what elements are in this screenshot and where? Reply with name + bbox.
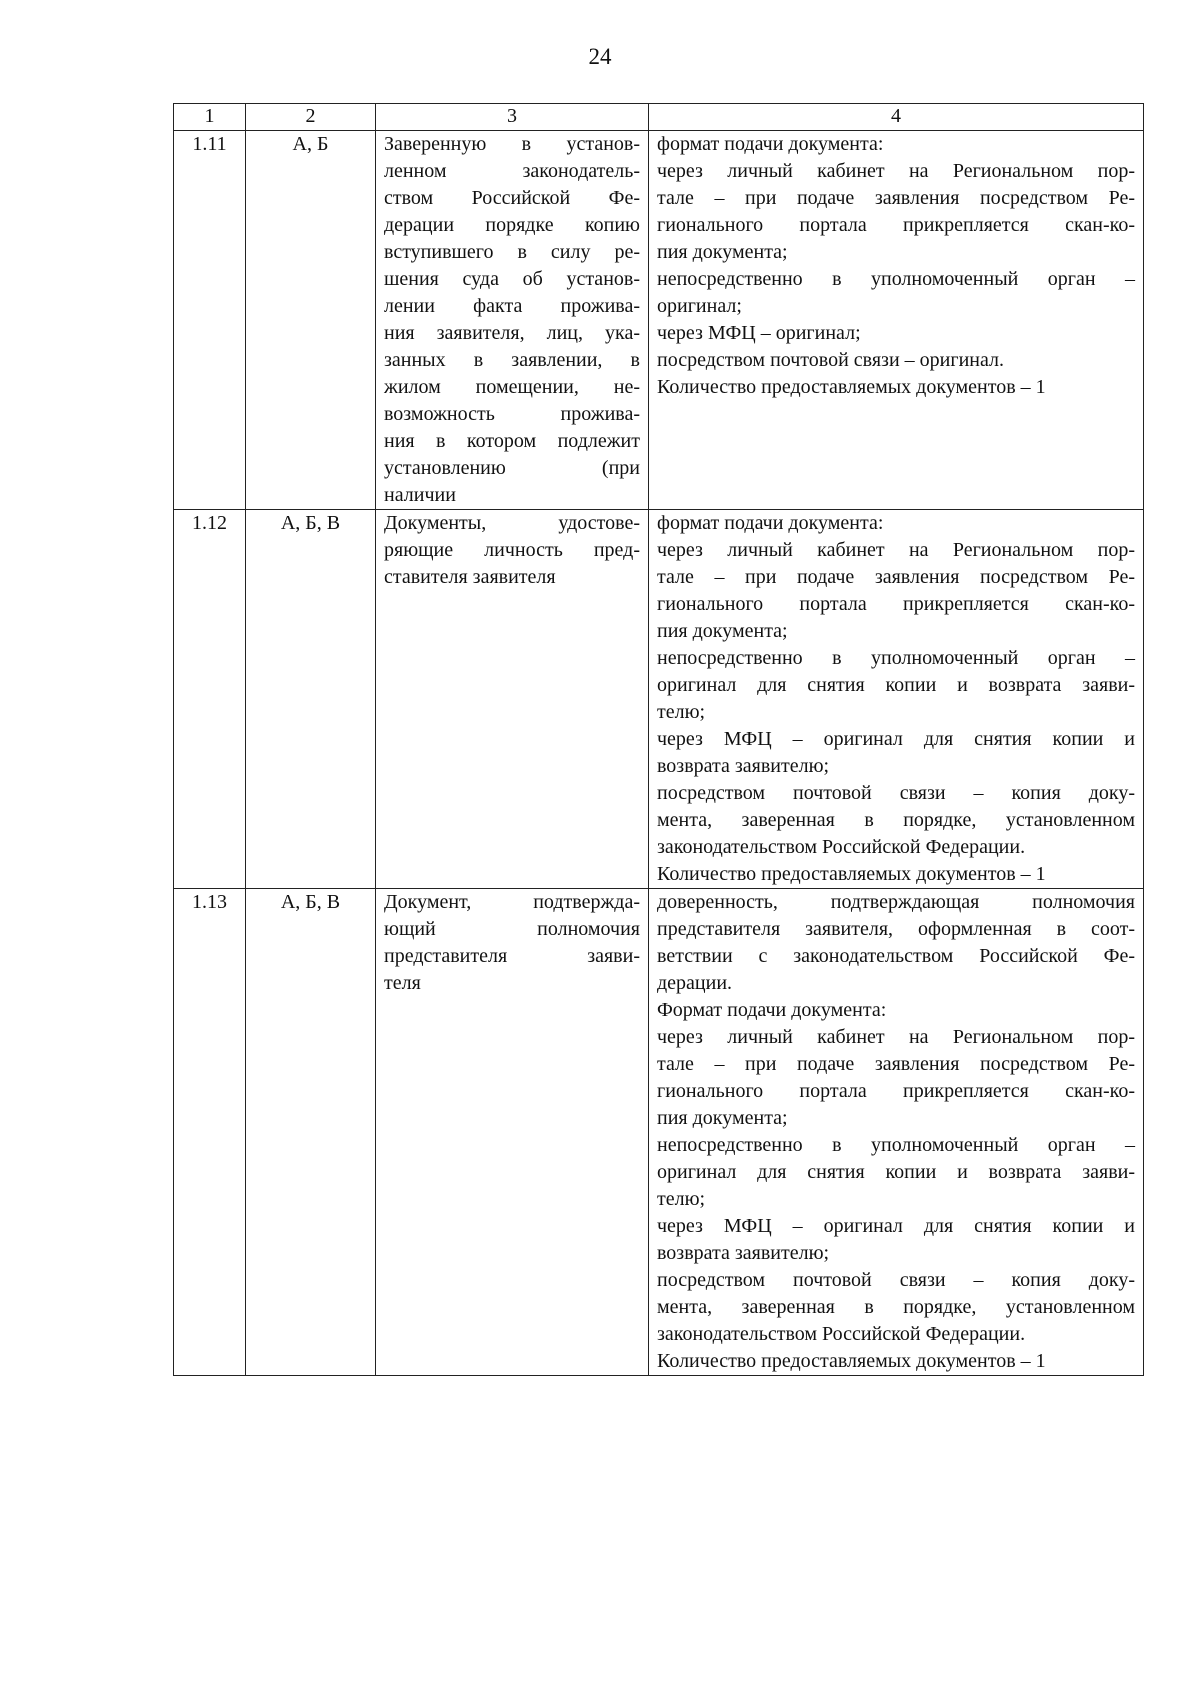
submission-format-line: доверенность, подтверждающая полномочия [657, 891, 1135, 913]
document-name-line: шения суда об установ- [384, 268, 640, 290]
column-header-1: 1 [174, 104, 246, 131]
document-name-cell [376, 131, 649, 510]
item-number-cell: 1.12 [174, 510, 246, 889]
submission-format-line: через МФЦ – оригинал; [657, 322, 861, 344]
submission-format-line: тале – при подаче заявления посредством Ре- [657, 1053, 1135, 1075]
submission-format-line: пия документа; [657, 620, 788, 642]
submission-format-line: оригинал; [657, 295, 742, 317]
submission-format-line: законодательством Российской Федерации. [657, 1323, 1026, 1345]
submission-format-line: Формат подачи документа: [657, 999, 887, 1021]
submission-format-line: посредством почтовой связи – оригинал. [657, 349, 1005, 371]
document-name-line: теля [384, 972, 421, 994]
document-name-line: представителя заяви- [384, 945, 640, 967]
submission-format-line: представителя заявителя, оформленная в соот- [657, 918, 1135, 940]
item-number-cell: 1.13 [174, 889, 246, 1376]
submission-format-line: через личный кабинет на Региональном пор- [657, 1026, 1135, 1048]
submission-format-line: Количество предоставляемых документов – 1 [657, 1350, 1046, 1372]
submission-format-line: ветствии с законодательством Российской Фе- [657, 945, 1135, 967]
submission-format-line: пия документа; [657, 241, 788, 263]
submission-format-line: через МФЦ – оригинал для снятия копии и [657, 1215, 1135, 1237]
applicant-category-cell: А, Б, В [246, 889, 376, 1376]
submission-format-line: оригинал для снятия копии и возврата заяви- [657, 1161, 1135, 1183]
submission-format-line: пия документа; [657, 1107, 788, 1129]
document-name-line: вступившего в силу ре- [384, 241, 640, 263]
document-name-line: ющий полномочия [384, 918, 640, 940]
submission-format-line: дерации. [657, 972, 733, 994]
submission-format-line: телю; [657, 1188, 706, 1210]
column-header-2: 2 [246, 104, 376, 131]
submission-format-line: через МФЦ – оригинал для снятия копии и [657, 728, 1135, 750]
submission-format-line: возврата заявителю; [657, 1242, 830, 1264]
submission-format-line: возврата заявителю; [657, 755, 830, 777]
submission-format-line: через личный кабинет на Региональном пор- [657, 160, 1135, 182]
document-name-cell [376, 889, 649, 1376]
document-name-line: ставителя заявителя [384, 566, 556, 588]
applicant-category-cell: А, Б, В [246, 510, 376, 889]
table-row [174, 131, 1144, 510]
document-name-line: жилом помещении, не- [384, 376, 640, 398]
column-header-3: 3 [376, 104, 649, 131]
submission-format-line: формат подачи документа: [657, 133, 884, 155]
document-name-cell [376, 510, 649, 889]
table-header-row [174, 104, 1144, 131]
applicant-category-cell: А, Б [246, 131, 376, 510]
submission-format-line: через личный кабинет на Региональном пор- [657, 539, 1135, 561]
documents-table [173, 103, 1144, 1376]
submission-format-line: телю; [657, 701, 706, 723]
document-name-line: ния заявителя, лиц, ука- [384, 322, 640, 344]
submission-format-line: посредством почтовой связи – копия доку- [657, 782, 1135, 804]
document-name-line: дерации порядке копию [384, 214, 640, 236]
document-name-line: Документ, подтвержда- [384, 891, 640, 913]
submission-format-line: формат подачи документа: [657, 512, 884, 534]
document-name-line: наличии [384, 484, 456, 506]
submission-format-line: непосредственно в уполномоченный орган – [657, 268, 1135, 290]
document-name-line: ряющие личность пред- [384, 539, 640, 561]
document-name-line: ством Российской Фе- [384, 187, 640, 209]
submission-format-line: мента, заверенная в порядке, установленном [657, 809, 1135, 831]
submission-format-cell [649, 889, 1144, 1376]
page-number: 24 [588, 44, 612, 69]
submission-format-line: Количество предоставляемых документов – 1 [657, 863, 1046, 885]
document-name-line: Документы, удостове- [384, 512, 640, 534]
document-name-line: ния в котором подлежит [384, 430, 640, 452]
submission-format-line: оригинал для снятия копии и возврата заяви- [657, 674, 1135, 696]
submission-format-line: непосредственно в уполномоченный орган – [657, 1134, 1135, 1156]
column-header-4: 4 [649, 104, 1144, 131]
table-row [174, 889, 1144, 1376]
document-name-line: возможность прожива- [384, 403, 640, 425]
document-name-line: установлению (при [384, 457, 640, 479]
submission-format-line: тале – при подаче заявления посредством Ре- [657, 566, 1135, 588]
submission-format-line: гионального портала прикрепляется скан-ко- [657, 214, 1135, 236]
document-name-line: ленном законодатель- [384, 160, 640, 182]
submission-format-line: Количество предоставляемых документов – 1 [657, 376, 1046, 398]
submission-format-line: мента, заверенная в порядке, установленном [657, 1296, 1135, 1318]
submission-format-line: гионального портала прикрепляется скан-ко- [657, 593, 1135, 615]
document-name-line: лении факта прожива- [384, 295, 640, 317]
submission-format-line: законодательством Российской Федерации. [657, 836, 1026, 858]
document-name-line: Заверенную в установ- [384, 133, 640, 155]
submission-format-line: непосредственно в уполномоченный орган – [657, 647, 1135, 669]
document-name-line: занных в заявлении, в [384, 349, 640, 371]
submission-format-cell [649, 510, 1144, 889]
table-row [174, 510, 1144, 889]
submission-format-cell [649, 131, 1144, 510]
submission-format-line: посредством почтовой связи – копия доку- [657, 1269, 1135, 1291]
table-body [174, 131, 1144, 1376]
submission-format-line: гионального портала прикрепляется скан-ко- [657, 1080, 1135, 1102]
item-number-cell: 1.11 [174, 131, 246, 510]
submission-format-line: тале – при подаче заявления посредством Ре- [657, 187, 1135, 209]
